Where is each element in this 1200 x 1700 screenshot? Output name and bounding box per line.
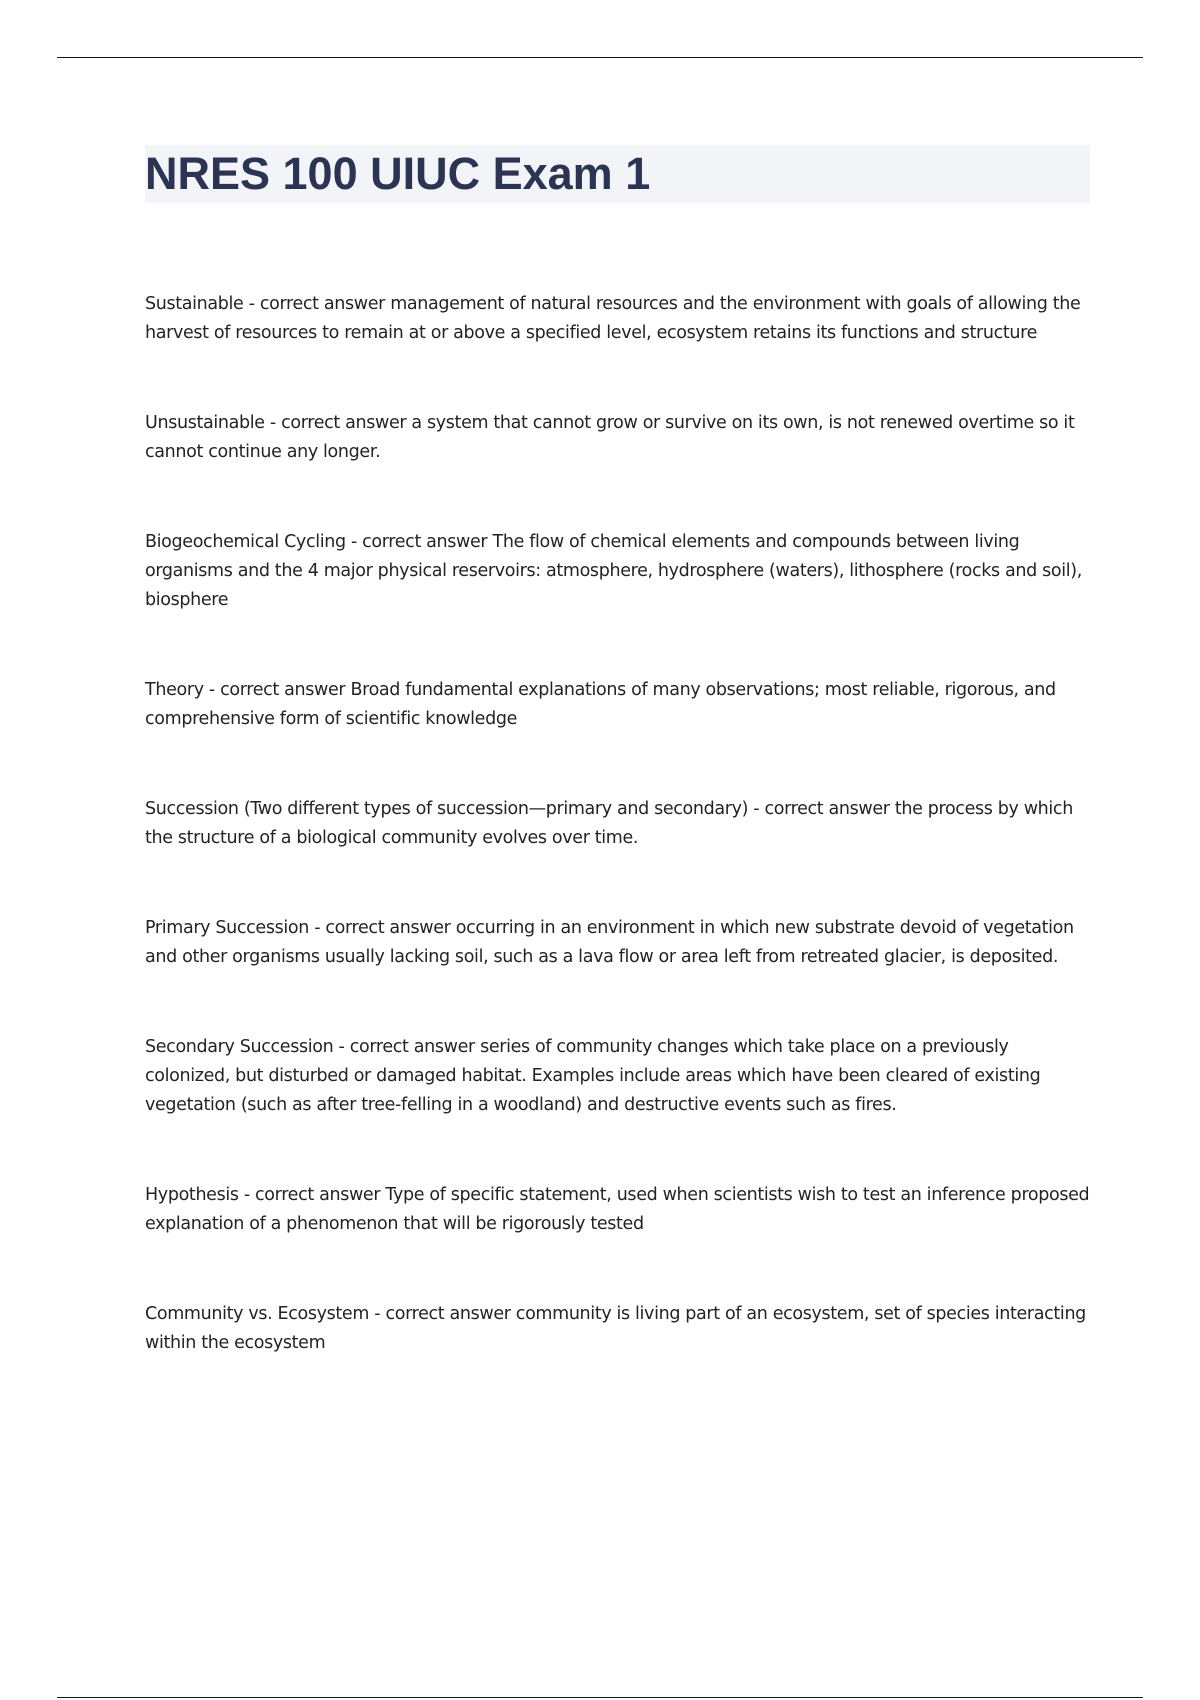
term-entry-hypothesis: Hypothesis - correct answer Type of specific statement, used when scientists wish to test an inference proposed explanation of a phenomenon that will be rigorously tested <box>145 1185 1090 1234</box>
top-rule <box>57 57 1143 58</box>
term-entry-biogeochemical-cycling: Biogeochemical Cycling - correct answer The flow of chemical elements and compounds between living organisms and the 4 major physical reservoirs: atmosphere, hydrosphere (waters), lithosphere (rocks and soil), biosphere <box>145 532 1082 610</box>
term-list <box>145 290 1090 1419</box>
term-entry-primary-succession: Primary Succession - correct answer occurring in an environment in which new substrate devoid of vegetation and other organisms usually lacking soil, such as a lava flow or area left from retreated glacier, is deposited. <box>145 918 1074 967</box>
term-entry-secondary-succession: Secondary Succession - correct answer series of community changes which take place on a previously colonized, but disturbed or damaged habitat. Examples include areas which have been cleared of existing vegetation (such as after tree-felling in a woodland) and destructive events such as fires. <box>145 1037 1041 1115</box>
term-entry-succession: Succession (Two different types of succession—primary and secondary) - correct answer the process by which the structure of a biological community evolves over time. <box>145 799 1073 848</box>
term-entry-community-vs-ecosystem: Community vs. Ecosystem - correct answer community is living part of an ecosystem, set of species interacting within the ecosystem <box>145 1304 1086 1353</box>
page-title: NRES 100 UIUC Exam 1 <box>145 148 651 199</box>
term-entry-sustainable: Sustainable - correct answer management of natural resources and the environment with goals of allowing the harvest of resources to remain at or above a specified level, ecosystem retains its functions and structure <box>145 294 1081 343</box>
term-entry-unsustainable: Unsustainable - correct answer a system that cannot grow or survive on its own, is not renewed overtime so it cannot continue any longer. <box>145 413 1075 462</box>
bottom-rule <box>57 1697 1143 1698</box>
term-entry-theory: Theory - correct answer Broad fundamental explanations of many observations; most reliable, rigorous, and comprehensive form of scientific knowledge <box>145 680 1056 729</box>
